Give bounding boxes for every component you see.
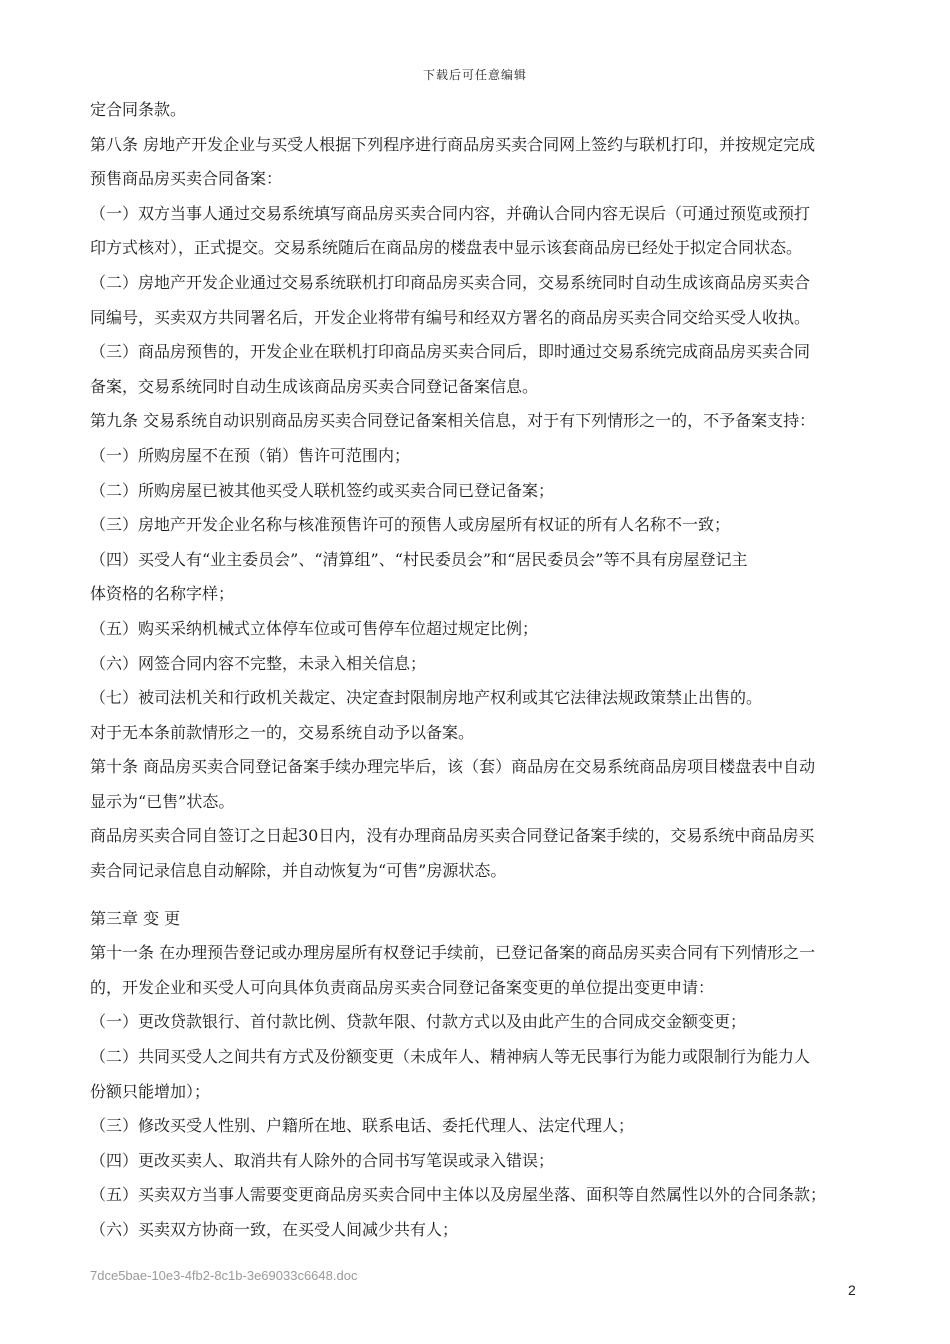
paragraph-line: 的，开发企业和买受人可向具体负责商品房买卖合同登记备案变更的单位提出变更申请：	[90, 977, 715, 997]
paragraph-line: （四）更改买卖人、取消共有人除外的合同书写笔误或录入错误；	[90, 1150, 555, 1170]
paragraph-line: （六）网签合同内容不完整，未录入相关信息；	[90, 653, 427, 673]
document-body	[90, 93, 865, 1248]
paragraph-line: 同编号，买卖双方共同署名后，开发企业将带有编号和经双方署名的商品房买卖合同交给买受人收执。	[90, 307, 811, 327]
paragraph-line: 第十一条 在办理预告登记或办理房屋所有权登记手续前，已登记备案的商品房买卖合同有下列情形之一	[90, 943, 816, 963]
paragraph-line: （一）双方当事人通过交易系统填写商品房买卖合同内容，并确认合同内容无误后（可通过预览或预打	[90, 203, 811, 223]
paragraph-line: （一）更改贷款银行、首付款比例、贷款年限、付款方式以及由此产生的合同成交金额变更；	[90, 1012, 747, 1032]
paragraph-line: （三）商品房预售的，开发企业在联机打印商品房买卖合同后，即时通过交易系统完成商品房买卖合同	[90, 342, 811, 362]
paragraph-line: （三）房地产开发企业名称与核准预售许可的预售人或房屋所有权证的所有人名称不一致；	[90, 515, 731, 535]
paragraph-line: 第八条 房地产开发企业与买受人根据下列程序进行商品房买卖合同网上签约与联机打印，并按规定完成	[90, 134, 816, 154]
paragraph-line: 卖合同记录信息自动解除，并自动恢复为“可售”房源状态。	[90, 861, 507, 881]
paragraph-line: 备案，交易系统同时自动生成该商品房买卖合同登记备案信息。	[90, 376, 539, 396]
page-number: 2	[848, 1282, 856, 1298]
paragraph-line: 商品房买卖合同自签订之日起30日内，没有办理商品房买卖合同登记备案手续的，交易系统中商品房买	[90, 826, 815, 846]
paragraph-line: 预售商品房买卖合同备案：	[90, 169, 283, 189]
footer-filename: 7dce5bae-10e3-4fb2-8c1b-3e69033c6648.doc	[90, 1268, 358, 1283]
paragraph-line: （七）被司法机关和行政机关裁定、决定查封限制房地产权利或其它法律法规政策禁止出售的。	[90, 688, 763, 708]
paragraph-line: 定合同条款。	[90, 100, 187, 119]
paragraph-line: （四）买受人有“业主委员会”、“清算组”、“村民委员会”和“居民委员会”等不具有房屋登记主	[90, 549, 748, 569]
paragraph-line: （五）购买采纳机械式立体停车位或可售停车位超过规定比例；	[90, 618, 539, 638]
paragraph-line: 第九条 交易系统自动识别商品房买卖合同登记备案相关信息，对于有下列情形之一的，不予备案支持：	[90, 411, 816, 431]
paragraph-line: （三）修改买受人性别、户籍所在地、联系电话、委托代理人、法定代理人；	[90, 1116, 635, 1136]
paragraph-line: （六）买卖双方协商一致，在买受人间减少共有人；	[90, 1220, 459, 1239]
chapter-heading: 第三章 变 更	[90, 908, 181, 928]
paragraph-line: 体资格的名称字样；	[90, 584, 235, 604]
paragraph-line: 份额只能增加）；	[90, 1081, 211, 1101]
paragraph-line: （一）所购房屋不在预（销）售许可范围内；	[90, 445, 411, 465]
paragraph-line: （二）所购房屋已被其他买受人联机签约或买卖合同已登记备案；	[90, 480, 555, 500]
page-header: 下载后可任意编辑	[422, 68, 527, 82]
section-gap	[90, 889, 865, 902]
paragraph-line: 对于无本条前款情形之一的，交易系统自动予以备案。	[90, 722, 475, 742]
paragraph-line: （二）房地产开发企业通过交易系统联机打印商品房买卖合同，交易系统同时自动生成该商品房买卖合	[90, 272, 811, 292]
paragraph-line: 印方式核对），正式提交。交易系统随后在商品房的楼盘表中显示该套商品房已经处于拟定合同状态。	[90, 238, 803, 258]
paragraph-line: （二）共同买受人之间共有方式及份额变更（未成年人、精神病人等无民事行为能力或限制行为能力人	[90, 1047, 811, 1067]
paragraph-line: 显示为“已售”状态。	[90, 791, 235, 811]
paragraph-line: （五）买卖双方当事人需要变更商品房买卖合同中主体以及房屋坐落、面积等自然属性以外的合同条款；	[90, 1185, 827, 1205]
paragraph-line: 第十条 商品房买卖合同登记备案手续办理完毕后，该（套）商品房在交易系统商品房项目楼盘表中自动	[90, 757, 816, 777]
